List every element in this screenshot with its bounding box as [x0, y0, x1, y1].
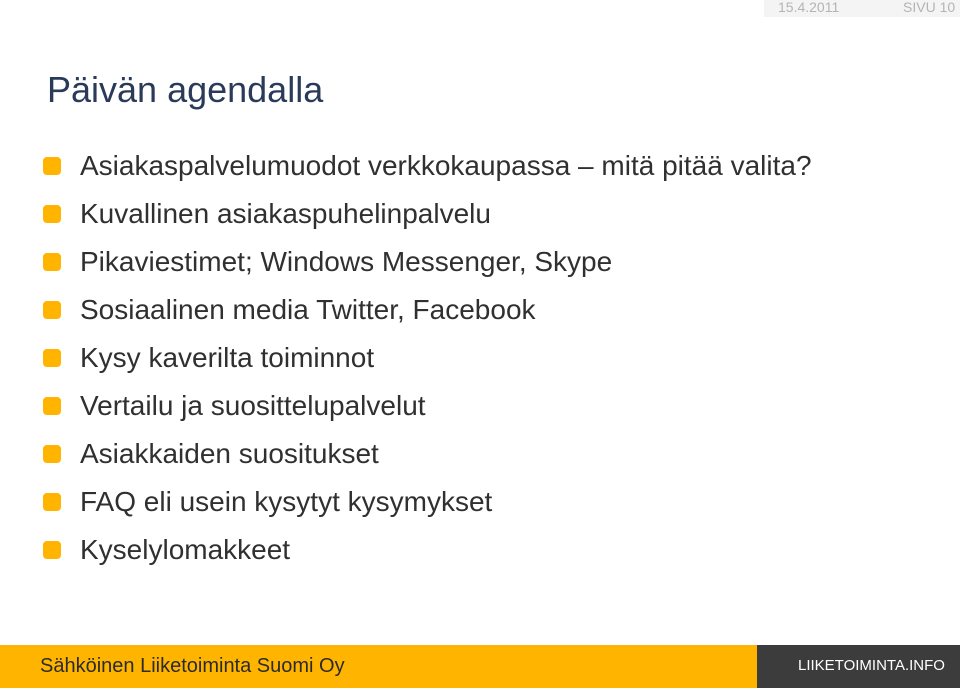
slide-date: 15.4.2011 [778, 0, 840, 15]
bullet-text: Kyselylomakkeet [80, 534, 291, 565]
bullet-marker-icon [43, 445, 61, 463]
bullet-text: Kuvallinen asiakaspuhelinpalvelu [80, 198, 491, 229]
bullet-marker-icon [43, 301, 61, 319]
bullet-marker-icon [43, 157, 61, 175]
bullet-item [43, 334, 923, 382]
bullet-marker-icon [43, 253, 61, 271]
bullet-marker-icon [43, 349, 61, 367]
bullet-item [43, 430, 923, 478]
bullet-marker-icon [43, 493, 61, 511]
bullet-text: Kysy kaverilta toiminnot [80, 342, 375, 373]
bullet-text: Asiakaspalvelumuodot verkkokaupassa – mitä pitää valita? [80, 150, 812, 181]
slide-title: Päivän agendalla [47, 69, 324, 111]
bullet-item [43, 382, 923, 430]
bullet-text: FAQ eli usein kysytyt kysymykset [80, 486, 493, 517]
footer-logo: LIIKETOIMINTA.INFO [798, 657, 945, 674]
page-number: SIVU 10 [903, 0, 956, 15]
bullet-item [43, 190, 923, 238]
bullet-item [43, 286, 923, 334]
bullet-list [43, 142, 923, 574]
footer-logo-box [757, 645, 960, 688]
bullet-marker-icon [43, 541, 61, 559]
bullet-item [43, 238, 923, 286]
bullet-text: Pikaviestimet; Windows Messenger, Skype [80, 246, 613, 277]
bullet-item [43, 526, 923, 574]
bullet-item [43, 478, 923, 526]
bullet-text: Asiakkaiden suositukset [80, 438, 379, 469]
footer-company-name: Sähköinen Liiketoiminta Suomi Oy [40, 655, 345, 677]
bullet-marker-icon [43, 205, 61, 223]
bullet-text: Vertailu ja suosittelupalvelut [80, 390, 426, 421]
bullet-item [43, 142, 923, 190]
bullet-text: Sosiaalinen media Twitter, Facebook [80, 294, 536, 325]
footer-bar [0, 645, 757, 688]
bullet-marker-icon [43, 397, 61, 415]
